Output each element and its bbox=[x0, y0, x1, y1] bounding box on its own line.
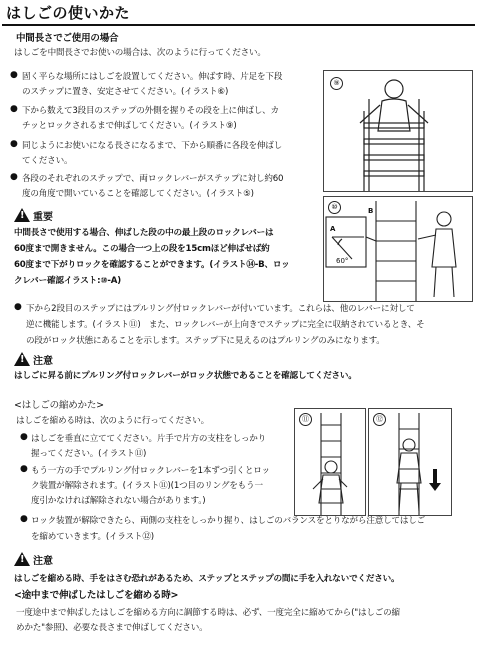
warning-icon bbox=[14, 352, 30, 366]
illustration-9 bbox=[323, 70, 473, 192]
s3-intro: はしごを縮める時は、次のように行ってください。 bbox=[16, 416, 210, 426]
figure-number-11: ⑪ bbox=[299, 413, 312, 426]
bullet-icon: ● bbox=[10, 172, 18, 182]
section-intro: はしごを中間長さでお使いの場合は、次のように行ってください。 bbox=[14, 48, 266, 58]
warning-label: 注意 bbox=[33, 556, 53, 567]
warning-caution-retract bbox=[14, 552, 53, 567]
page-title: はしごの使いかた bbox=[6, 4, 131, 22]
s1-b2-line1: 下から数えて3段目のステップの外側を握りその段を上に伸ばし、カ bbox=[22, 106, 279, 116]
w1-line1: 中間長さで使用する場合、伸ばした段の中の最上段のロックレバーは bbox=[14, 228, 274, 238]
bullet-icon: ● bbox=[14, 302, 22, 312]
s1-b1-line1: 固く平らな場所にはしごを設置してください。伸ばす時、片足を下段 bbox=[22, 72, 283, 82]
lock-lever-illustration bbox=[324, 197, 472, 301]
figure-number-10: ⑩ bbox=[328, 201, 341, 214]
angle-label: 60° bbox=[336, 257, 349, 265]
s1-b1-line2: のステップに置き、安定させてください。(イラスト⑥) bbox=[22, 87, 229, 97]
section-heading-retract: <はしごの縮めかた> bbox=[14, 400, 104, 411]
illustration-11 bbox=[294, 408, 366, 516]
bullet-icon: ● bbox=[20, 464, 28, 474]
figure-number-9: ⑨ bbox=[330, 77, 343, 90]
w1-line2: 60度まで開きません。この場合一つ上の段を15cmほど伸ばせば約 bbox=[14, 244, 270, 254]
warning-caution bbox=[14, 352, 53, 367]
s1-b3-line1: 同じようにお使いになる長さになるまで、下から順番に各段を伸ばし bbox=[22, 141, 283, 151]
s1-b4-line2: 度の角度で開いていることを確認してください。(イラスト⑤) bbox=[22, 189, 254, 199]
s1-b2-line2: チッとロックされるまで伸ばしてください。(イラスト⑨) bbox=[22, 121, 237, 131]
w1-line4: クレバー確認イラスト:⑩-A) bbox=[14, 276, 121, 286]
bullet-icon: ● bbox=[10, 70, 18, 80]
w3-line: はしごを縮める時、手をはさむ恐れがあるため、ステップとステップの間に手を入れないでください。 bbox=[14, 574, 400, 584]
warning-icon bbox=[14, 208, 30, 222]
s3-b3-line2: を縮めていきます。(イラスト⑫) bbox=[31, 532, 154, 542]
s3-b1-line2: 握ってください。(イラスト⑪) bbox=[31, 449, 147, 459]
label-b: B bbox=[368, 207, 374, 215]
s4-line2: めかた"参照)、必要な長さまで伸ばしてください。 bbox=[16, 623, 208, 633]
section-heading-middle-length: 中間長さでご使用の場合 bbox=[16, 33, 119, 44]
w1-line3: 60度まで下がりロックを確認することができます。(イラスト⑭-B、ロッ bbox=[14, 260, 290, 270]
s2-line1: 下から2段目のステップにはプルリング付ロックレバーが付いています。これらは、他のレバーに対して bbox=[26, 304, 415, 314]
section-heading-partial: <途中まで伸ばしたはしごを縮める時> bbox=[14, 590, 179, 601]
warning-label: 重要 bbox=[33, 212, 53, 223]
s3-b1-line1: はしごを垂直に立ててください。片手で片方の支柱をしっかり bbox=[31, 434, 267, 444]
bullet-icon: ● bbox=[20, 432, 28, 442]
s3-b3-line1: ロック装置が解除できたら、両側の支柱をしっかり握り、はしごのバランスをとりながら注意してはしご bbox=[31, 516, 426, 526]
warning-important bbox=[14, 208, 53, 223]
s1-b4-line1: 各段のそれぞれのステップで、両ロックレバーがステップに対し約60 bbox=[22, 174, 284, 184]
s3-b2-line3: 度引かなければ解除されない場合があります。) bbox=[31, 496, 206, 506]
bullet-icon: ● bbox=[20, 514, 28, 524]
ladder-extend-illustration bbox=[324, 71, 472, 191]
s3-b2-line2: ク装置が解除されます。(イラスト⑪)(1つ目のリングをもう一 bbox=[31, 481, 263, 491]
w2-line: はしごに昇る前にプルリング付ロックレバーがロック状態であることを確認してください。 bbox=[14, 371, 357, 381]
bullet-icon: ● bbox=[10, 139, 18, 149]
s2-line3: の段がロック状態にあることを示します。ステップ下に見えるのはプルリングのみになります。 bbox=[26, 336, 385, 346]
s3-b2-line1: もう一方の手でプルリング付ロックレバーを1本ずつ引くとロッ bbox=[31, 466, 270, 476]
warning-icon bbox=[14, 552, 30, 566]
bullet-icon: ● bbox=[10, 104, 18, 114]
label-a: A bbox=[330, 225, 336, 233]
s2-line2: 逆に機能します。(イラスト⑪) また、ロックレバーが上向きでステップに完全に収納されているとき、そ bbox=[26, 320, 425, 330]
s4-line1: 一度途中まで伸ばしたはしごを縮める方向に調節する時は、必ず、一度完全に縮めてから("はしごの縮 bbox=[16, 608, 400, 618]
title-rule bbox=[2, 24, 475, 26]
illustration-10 bbox=[323, 196, 473, 302]
illustration-12 bbox=[368, 408, 452, 516]
s1-b3-line2: てください。 bbox=[22, 156, 73, 166]
figure-number-12: ⑫ bbox=[373, 413, 386, 426]
warning-label: 注意 bbox=[33, 356, 53, 367]
